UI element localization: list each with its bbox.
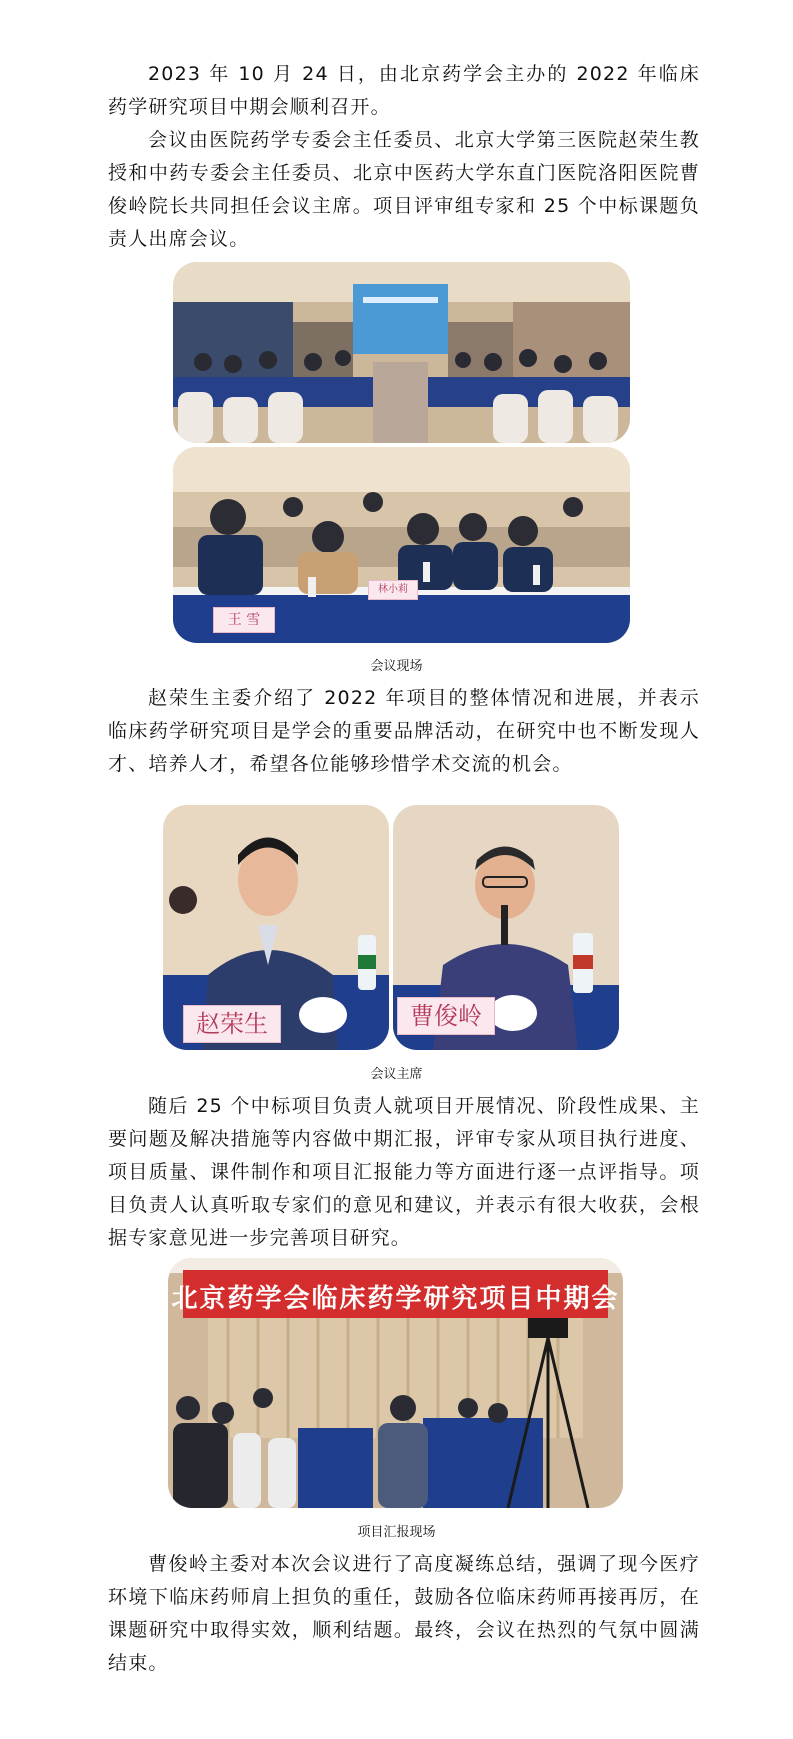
banner-text: 北京药学会临床药学研究项目中期会 — [171, 1284, 620, 1314]
intro-paragraph: 2023 年 10 月 24 日，由北京药学会主办的 2022 年临床药学研究项目中期会顺利召开。 — [108, 63, 700, 118]
reports-paragraph: 随后 25 个中标项目负责人就项目开展情况、阶段性成果、主要问题及解决措施等内容做中期汇报，评审专家从项目执行进度、项目质量、课件制作和项目汇报能力等方面进行逐一点评指导。项目负责人认真听取专家们的意见和建议，并表示有很大收获，会根据专家意见进一步完善项目研究。 — [108, 1095, 700, 1249]
report-session-photo — [168, 1258, 623, 1508]
chairs-paragraph: 会议由医院药学专委会主任委员、北京大学第三医院赵荣生教授和中药专委会主任委员、北京中医药大学东直门医院洛阳医院曹俊岭院长共同担任会议主席。项目评审组专家和 25 个中标课题负责人出席会议。 — [108, 129, 700, 250]
meeting-hall-photo — [173, 262, 630, 443]
chair-cao-photo — [393, 805, 619, 1050]
nameplate-zhao: 赵荣生 — [183, 1005, 281, 1043]
caption-chairs: 会议主席 — [370, 1067, 423, 1082]
nameplate-center: 林小莉 — [368, 580, 418, 600]
nameplate-cao: 曹俊岭 — [397, 997, 495, 1035]
caption-meeting-scene: 会议现场 — [370, 659, 423, 674]
summary-paragraph: 曹俊岭主委对本次会议进行了高度凝练总结，强调了现今医疗环境下临床药师肩上担负的重任，鼓励各位临床药师再接再厉，在课题研究中取得实效，顺利结题。最终，会议在热烈的气氛中圆满结束。 — [108, 1553, 700, 1674]
attendees-photo — [173, 447, 630, 643]
nameplate-left-front: 王 雪 — [213, 607, 275, 633]
chair-zhao-photo — [163, 805, 389, 1050]
caption-report-scene: 项目汇报现场 — [357, 1525, 436, 1540]
zhao-speech-paragraph: 赵荣生主委介绍了 2022 年项目的整体情况和进展，并表示临床药学研究项目是学会的重要品牌活动，在研究中也不断发现人才、培养人才，希望各位能够珍惜学术交流的机会。 — [108, 687, 700, 775]
